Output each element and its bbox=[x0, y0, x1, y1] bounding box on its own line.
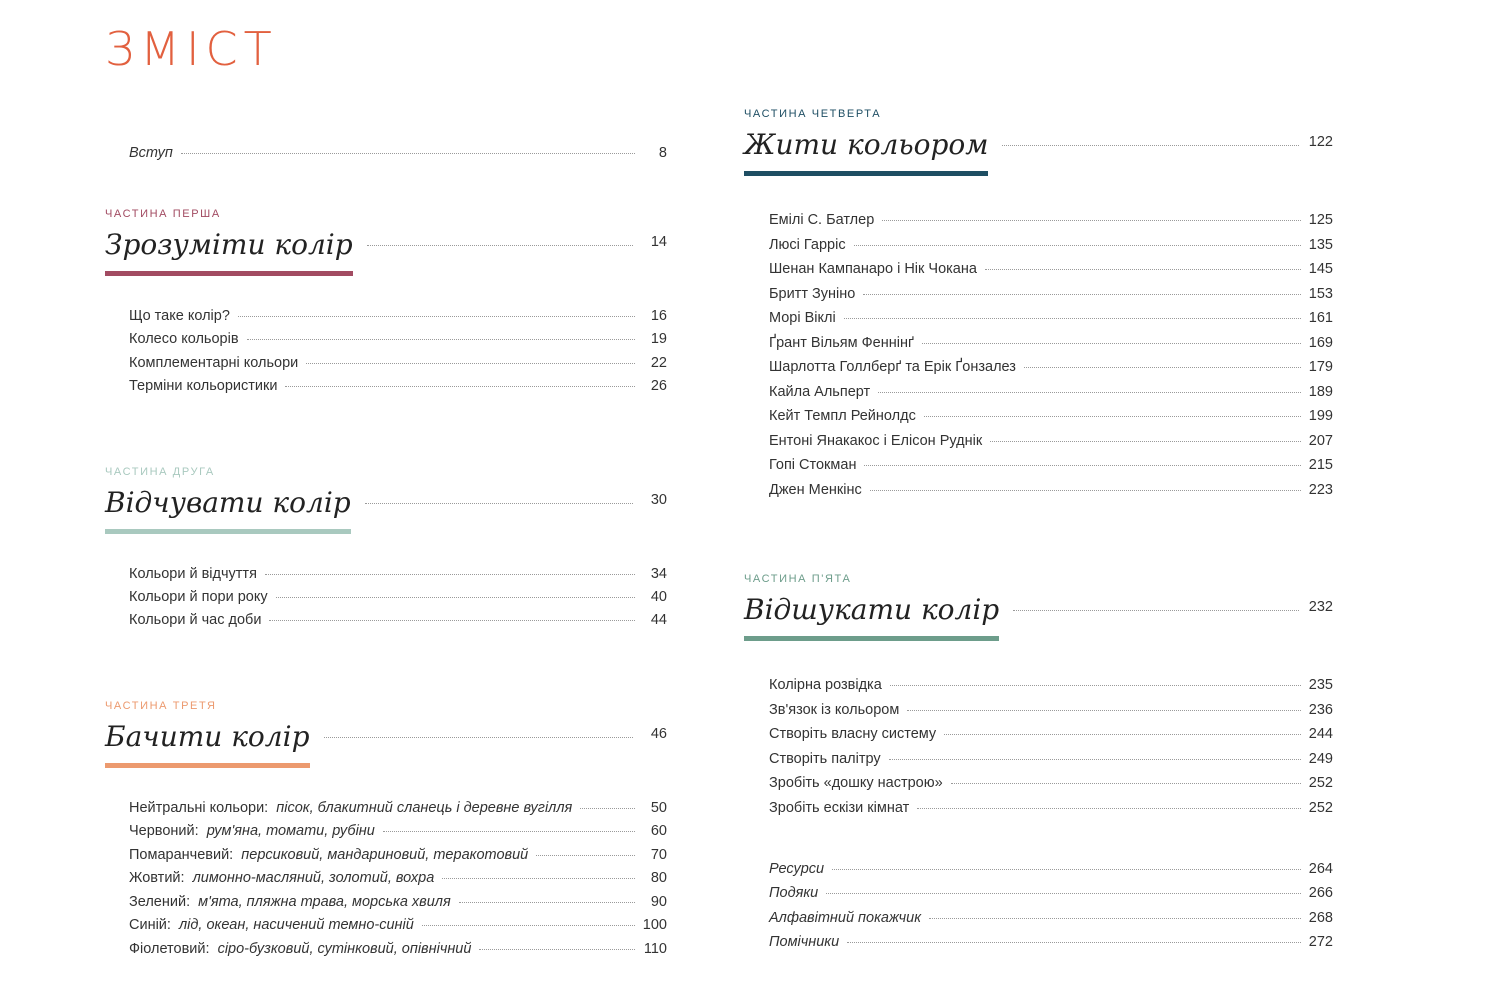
dot-leader bbox=[826, 893, 1301, 894]
dot-leader bbox=[269, 620, 635, 621]
part3-title: Бачити колір bbox=[105, 720, 310, 768]
dot-leader bbox=[882, 220, 1301, 221]
toc-entry[interactable] bbox=[129, 894, 667, 916]
toc-entry[interactable] bbox=[769, 359, 1333, 381]
entry-label: Створіть власну систему bbox=[769, 726, 937, 742]
entry-page: 70 bbox=[650, 847, 667, 863]
page-title: ЗМІСТ bbox=[105, 22, 278, 76]
part4-label: ЧАСТИНА ЧЕТВЕРТА bbox=[744, 108, 882, 120]
toc-entry[interactable] bbox=[129, 331, 667, 353]
entry-label: Зробіть «дошку настрою» bbox=[769, 775, 943, 791]
dot-leader bbox=[285, 386, 635, 387]
toc-entry[interactable] bbox=[769, 310, 1333, 332]
entry-page: 153 bbox=[1308, 286, 1333, 302]
dot-leader bbox=[878, 392, 1301, 393]
dot-leader bbox=[854, 245, 1301, 246]
color-name: Синій: bbox=[129, 917, 171, 933]
part1-page: 14 bbox=[650, 234, 667, 250]
toc-entry-back[interactable] bbox=[769, 910, 1333, 932]
entry-label: Колесо кольорів bbox=[129, 331, 239, 347]
dot-leader bbox=[944, 734, 1301, 735]
color-name: Помаранчевий: bbox=[129, 847, 234, 863]
entry-page: 60 bbox=[650, 823, 667, 839]
entry-page: 252 bbox=[1308, 775, 1333, 791]
entry-label: Джен Менкінс bbox=[769, 482, 862, 498]
entry-label: Створіть палітру bbox=[769, 751, 881, 767]
entry-label: Ресурси bbox=[769, 861, 825, 877]
dot-leader bbox=[890, 685, 1301, 686]
toc-entry[interactable] bbox=[769, 261, 1333, 283]
entry-page: 8 bbox=[658, 145, 667, 161]
toc-entry[interactable] bbox=[129, 589, 667, 611]
entry-label: Вступ bbox=[129, 145, 173, 161]
toc-entry[interactable] bbox=[129, 800, 667, 822]
entry-page: 266 bbox=[1308, 885, 1333, 901]
toc-entry-back[interactable] bbox=[769, 885, 1333, 907]
toc-entry-back[interactable] bbox=[769, 934, 1333, 956]
toc-entry[interactable] bbox=[769, 433, 1333, 455]
entry-page: 90 bbox=[650, 894, 667, 910]
toc-entry[interactable] bbox=[129, 917, 667, 939]
entry-page: 244 bbox=[1308, 726, 1333, 742]
dot-leader bbox=[1024, 367, 1301, 368]
toc-entry[interactable] bbox=[129, 870, 667, 892]
toc-entry[interactable] bbox=[769, 800, 1333, 822]
entry-label: Зробіть ескізи кімнат bbox=[769, 800, 910, 816]
color-shades: лід, океан, насичений темно-синій bbox=[179, 917, 414, 933]
toc-entry[interactable] bbox=[129, 566, 667, 588]
part3-heading[interactable] bbox=[105, 720, 667, 768]
entry-page: 169 bbox=[1308, 335, 1333, 351]
entry-page: 34 bbox=[650, 566, 667, 582]
dot-leader bbox=[580, 808, 635, 809]
part1-label: ЧАСТИНА ПЕРША bbox=[105, 208, 221, 220]
toc-entry[interactable] bbox=[129, 847, 667, 869]
entry-page: 236 bbox=[1308, 702, 1333, 718]
toc-entry[interactable] bbox=[769, 286, 1333, 308]
dot-leader bbox=[238, 316, 635, 317]
toc-entry[interactable] bbox=[769, 751, 1333, 773]
dot-leader bbox=[367, 245, 633, 246]
dot-leader bbox=[324, 737, 634, 738]
entry-page: 16 bbox=[650, 308, 667, 324]
dot-leader bbox=[924, 416, 1301, 417]
entry-label bbox=[129, 894, 451, 910]
dot-leader bbox=[1013, 610, 1299, 611]
toc-entry[interactable] bbox=[769, 482, 1333, 504]
entry-page: 145 bbox=[1308, 261, 1333, 277]
dot-leader bbox=[832, 869, 1301, 870]
entry-label: Шенан Кампанаро і Нік Чокана bbox=[769, 261, 977, 277]
toc-entry[interactable] bbox=[129, 378, 667, 400]
entry-page: 264 bbox=[1308, 861, 1333, 877]
part4-heading[interactable] bbox=[744, 128, 1333, 176]
dot-leader bbox=[459, 902, 635, 903]
dot-leader bbox=[990, 441, 1301, 442]
entry-page: 223 bbox=[1308, 482, 1333, 498]
entry-page: 110 bbox=[643, 941, 667, 957]
dot-leader bbox=[265, 574, 635, 575]
color-shades: м'ята, пляжна трава, морська хвиля bbox=[198, 894, 451, 910]
entry-page: 252 bbox=[1308, 800, 1333, 816]
dot-leader bbox=[422, 925, 635, 926]
color-name: Нейтральні кольори: bbox=[129, 800, 269, 816]
toc-entry[interactable] bbox=[769, 677, 1333, 699]
toc-entry[interactable] bbox=[769, 384, 1333, 406]
entry-label: Кейт Темпл Рейнолдс bbox=[769, 408, 916, 424]
entry-label: Терміни кольористики bbox=[129, 378, 278, 394]
toc-entry-back[interactable] bbox=[769, 861, 1333, 883]
dot-leader bbox=[479, 949, 635, 950]
entry-label: Емілі С. Батлер bbox=[769, 212, 875, 228]
dot-leader bbox=[889, 759, 1301, 760]
dot-leader bbox=[847, 942, 1301, 943]
dot-leader bbox=[306, 363, 635, 364]
toc-entry-intro[interactable] bbox=[129, 145, 667, 167]
color-name: Зелений: bbox=[129, 894, 191, 910]
color-shades: лимонно-масляний, золотий, вохра bbox=[192, 870, 435, 886]
color-shades: рум'яна, томати, рубіни bbox=[206, 823, 375, 839]
entry-page: 249 bbox=[1308, 751, 1333, 767]
entry-page: 44 bbox=[650, 612, 667, 628]
entry-label: Алфавітний покажчик bbox=[769, 910, 922, 926]
entry-page: 189 bbox=[1308, 384, 1333, 400]
part5-label: ЧАСТИНА П'ЯТА bbox=[744, 573, 852, 585]
part2-title: Відчувати колір bbox=[105, 486, 351, 534]
entry-label bbox=[129, 870, 434, 886]
dot-leader bbox=[844, 318, 1301, 319]
entry-page: 272 bbox=[1308, 934, 1333, 950]
entry-page: 100 bbox=[642, 917, 667, 933]
dot-leader bbox=[985, 269, 1301, 270]
entry-label: Ґрант Вільям Феннінґ bbox=[769, 335, 914, 351]
part5-heading[interactable] bbox=[744, 593, 1333, 641]
entry-label bbox=[129, 847, 528, 863]
toc-entry[interactable] bbox=[129, 355, 667, 377]
dot-leader bbox=[929, 918, 1301, 919]
entry-label: Колірна розвідка bbox=[769, 677, 882, 693]
toc-entry[interactable] bbox=[129, 941, 667, 963]
entry-label: Ентоні Янакакос і Елісон Руднік bbox=[769, 433, 983, 449]
toc-entry[interactable] bbox=[129, 612, 667, 634]
dot-leader bbox=[383, 831, 635, 832]
entry-label: Кольори й час доби bbox=[129, 612, 262, 628]
entry-page: 125 bbox=[1308, 212, 1333, 228]
part2-page: 30 bbox=[650, 492, 667, 508]
color-shades: сіро-бузковий, сутінковий, опівнічний bbox=[217, 941, 472, 957]
entry-label: Кольори й відчуття bbox=[129, 566, 257, 582]
color-name: Фіолетовий: bbox=[129, 941, 210, 957]
toc-entry[interactable] bbox=[769, 335, 1333, 357]
entry-label bbox=[129, 917, 414, 933]
entry-page: 19 bbox=[650, 331, 667, 347]
entry-label bbox=[129, 800, 572, 816]
part3-page: 46 bbox=[650, 726, 667, 742]
dot-leader bbox=[536, 855, 635, 856]
dot-leader bbox=[917, 808, 1301, 809]
part2-label: ЧАСТИНА ДРУГА bbox=[105, 466, 215, 478]
entry-page: 26 bbox=[650, 378, 667, 394]
entry-label: Комплементарні кольори bbox=[129, 355, 299, 371]
entry-label: Подяки bbox=[769, 885, 819, 901]
dot-leader bbox=[365, 503, 633, 504]
dot-leader bbox=[442, 878, 635, 879]
part5-title: Відшукати колір bbox=[744, 593, 999, 641]
toc-entry[interactable] bbox=[769, 775, 1333, 797]
color-shades: персиковий, мандариновий, теракотовий bbox=[241, 847, 529, 863]
toc-entry[interactable] bbox=[769, 237, 1333, 259]
entry-label: Шарлотта Голлберґ та Ерік Ґонзалез bbox=[769, 359, 1016, 375]
entry-page: 235 bbox=[1308, 677, 1333, 693]
entry-page: 161 bbox=[1308, 310, 1333, 326]
entry-label: Люсі Гарріс bbox=[769, 237, 846, 253]
toc-entry[interactable] bbox=[769, 726, 1333, 748]
part4-page: 122 bbox=[1308, 134, 1333, 150]
part5-page: 232 bbox=[1308, 599, 1333, 615]
dot-leader bbox=[247, 339, 635, 340]
entry-page: 40 bbox=[650, 589, 667, 605]
toc-entry[interactable] bbox=[769, 457, 1333, 479]
entry-page: 135 bbox=[1308, 237, 1333, 253]
dot-leader bbox=[870, 490, 1301, 491]
entry-label bbox=[129, 941, 471, 957]
entry-page: 207 bbox=[1308, 433, 1333, 449]
part3-label: ЧАСТИНА ТРЕТЯ bbox=[105, 700, 217, 712]
entry-page: 50 bbox=[650, 800, 667, 816]
toc-entry[interactable] bbox=[129, 823, 667, 845]
entry-label: Кайла Альперт bbox=[769, 384, 871, 400]
dot-leader bbox=[907, 710, 1300, 711]
entry-label: Морі Віклі bbox=[769, 310, 836, 326]
entry-label: Помічники bbox=[769, 934, 840, 950]
dot-leader bbox=[276, 597, 635, 598]
entry-page: 80 bbox=[650, 870, 667, 886]
entry-label: Що таке колір? bbox=[129, 308, 230, 324]
part1-title: Зрозуміти колір bbox=[105, 228, 353, 276]
toc-entry[interactable] bbox=[769, 212, 1333, 234]
toc-entry[interactable] bbox=[769, 408, 1333, 430]
entry-page: 199 bbox=[1308, 408, 1333, 424]
color-shades: пісок, блакитний сланець і деревне вугілля bbox=[276, 800, 573, 816]
entry-label: Бритт Зуніно bbox=[769, 286, 856, 302]
dot-leader bbox=[922, 343, 1301, 344]
entry-page: 215 bbox=[1308, 457, 1333, 473]
toc-entry[interactable] bbox=[129, 308, 667, 330]
toc-entry[interactable] bbox=[769, 702, 1333, 724]
part2-heading[interactable] bbox=[105, 486, 667, 534]
dot-leader bbox=[1002, 145, 1298, 146]
entry-page: 22 bbox=[650, 355, 667, 371]
entry-page: 268 bbox=[1308, 910, 1333, 926]
dot-leader bbox=[863, 294, 1300, 295]
entry-label: Зв'язок із кольором bbox=[769, 702, 900, 718]
dot-leader bbox=[951, 783, 1301, 784]
color-name: Червоний: bbox=[129, 823, 199, 839]
entry-label: Гопі Стокман bbox=[769, 457, 857, 473]
part4-title: Жити кольором bbox=[744, 128, 988, 176]
dot-leader bbox=[181, 153, 635, 154]
entry-label bbox=[129, 823, 375, 839]
dot-leader bbox=[864, 465, 1300, 466]
part1-heading[interactable] bbox=[105, 228, 667, 276]
entry-label: Кольори й пори року bbox=[129, 589, 268, 605]
color-name: Жовтий: bbox=[129, 870, 185, 886]
entry-page: 179 bbox=[1308, 359, 1333, 375]
